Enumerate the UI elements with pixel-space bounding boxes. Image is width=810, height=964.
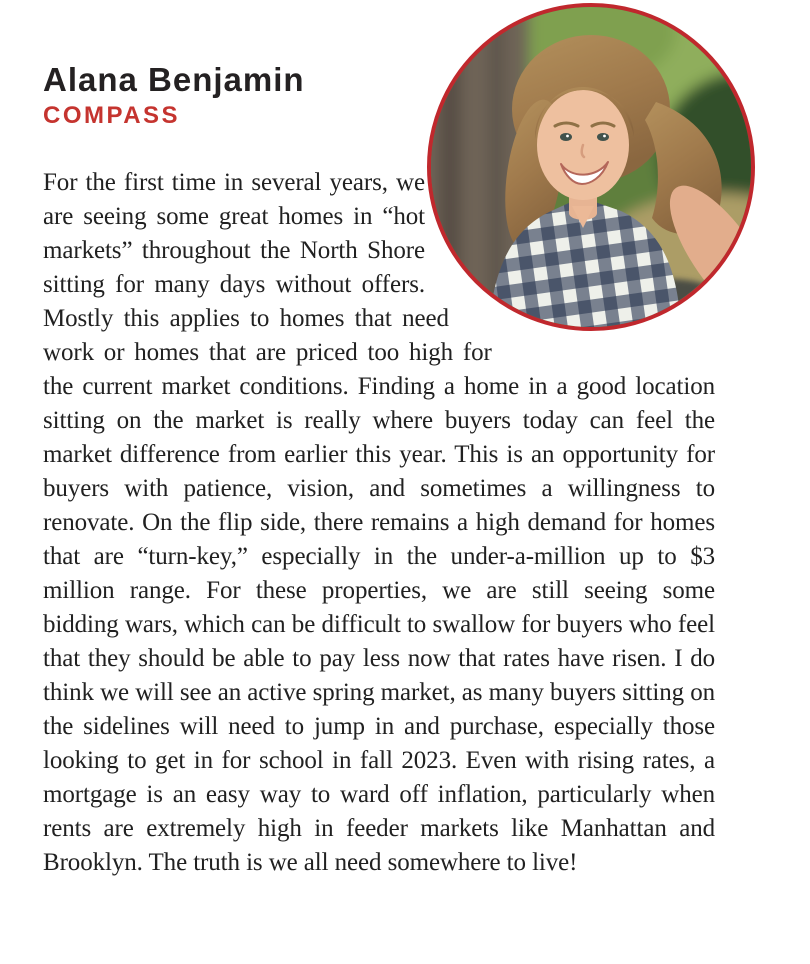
company-name: COMPASS — [43, 102, 181, 129]
byline — [43, 62, 305, 129]
article-body — [43, 166, 715, 880]
agent-name: Alana Benjamin — [43, 61, 305, 98]
article-paragraph: For the first time in several years, we are seeing some great homes in “hot markets” throughout the North Shore sitting for many days without offers. Mostly this applies to homes that need work or homes that are priced too high for the current market conditions. Finding a home in a good location sitting on the market is really where buyers today can feel the market difference from earlier this year. This is an opportunity for buyers with patience, vision, and sometimes a willingness to renovate. On the flip side, there remains a high demand for homes that are “turn-key,” especially in the under-a-million up to $3 million range. For these properties, we are still seeing some bidding wars, which can be difficult to swallow for buyers who feel that they should be able to pay less now that rates have risen. I do think we will see an active spring market, as many buyers sitting on the sidelines will need to jump in and purchase, especially those looking to get in for school in fall 2023. Even with rising rates, a mortgage is an easy way to ward off inflation, particularly when rents are extremely high in feeder markets like Manhattan and Brooklyn. The truth is we all need somewhere to live! — [43, 169, 715, 876]
